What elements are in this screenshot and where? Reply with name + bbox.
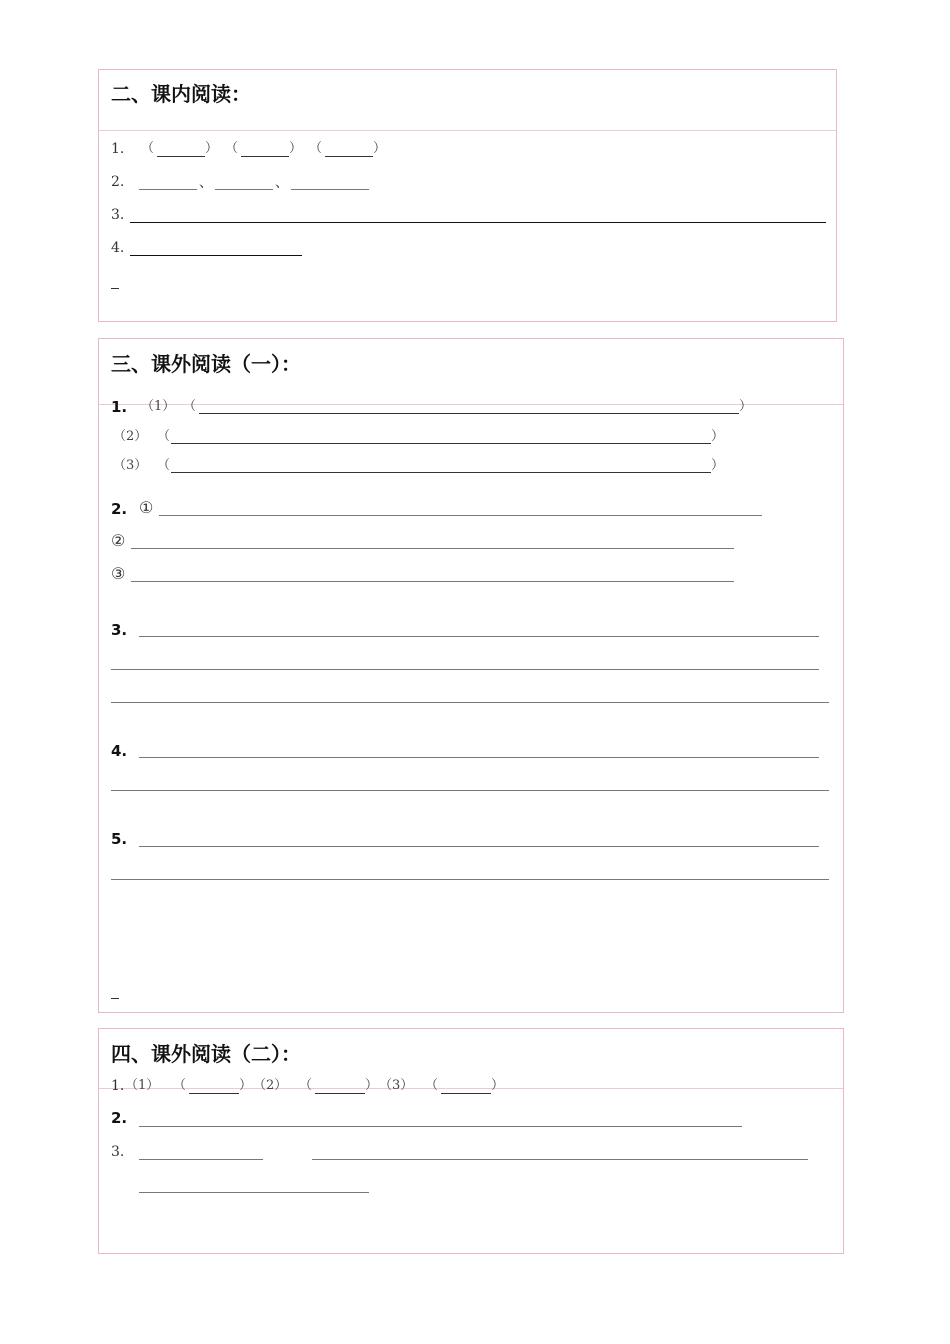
- paren-close: ）: [373, 141, 387, 156]
- answer-line-3[interactable]: [130, 222, 826, 223]
- paren-close: ）: [205, 141, 219, 156]
- header-divider: [99, 130, 836, 131]
- paren-open: （: [173, 1078, 187, 1093]
- paren-close: ）: [711, 429, 725, 444]
- answer-line-4-1[interactable]: [139, 757, 819, 758]
- question-number-3: 3.: [111, 621, 128, 639]
- answer-line-4[interactable]: [130, 255, 302, 256]
- answer-line-5-2[interactable]: [111, 879, 829, 880]
- answer-line-2[interactable]: [139, 1126, 742, 1127]
- paren-close: ）: [711, 458, 725, 473]
- question-number-4: 4.: [111, 742, 128, 760]
- question-number-3: 3.: [111, 207, 125, 223]
- header-divider: [99, 404, 843, 405]
- paren-open: （: [225, 141, 239, 156]
- paren-open: （: [157, 429, 171, 444]
- sub-label-1: （1）: [125, 1078, 160, 1093]
- answer-line-3b[interactable]: [312, 1159, 808, 1160]
- section-title: 四、课外阅读（二）：: [111, 1042, 301, 1066]
- separator: 、: [275, 175, 289, 191]
- answer-blank-1c[interactable]: [441, 1093, 491, 1094]
- circled-number-2: ②: [111, 531, 126, 550]
- sub-label-2: （2）: [253, 1078, 288, 1093]
- section-extra-reading-1: [98, 338, 844, 1013]
- section-in-class-reading: [98, 69, 837, 322]
- question-number-2: 2.: [111, 500, 128, 518]
- section-title: 二、课内阅读：: [111, 82, 251, 106]
- answer-line-5-1[interactable]: [139, 846, 819, 847]
- sub-label-3: （3）: [379, 1078, 414, 1093]
- paren-close: ）: [739, 399, 753, 414]
- paren-open: （: [299, 1078, 313, 1093]
- question-number-1: 1.: [111, 398, 128, 416]
- question-number-5: 5.: [111, 830, 128, 848]
- answer-line-3-3[interactable]: [111, 702, 829, 703]
- paren-close: ）: [491, 1078, 505, 1093]
- answer-blank-2a[interactable]: [139, 189, 197, 190]
- answer-blank-1b[interactable]: [241, 156, 289, 157]
- answer-blank-1b[interactable]: [315, 1093, 365, 1094]
- paren-close: ）: [289, 141, 303, 156]
- circled-number-3: ③: [111, 564, 126, 583]
- end-mark: [111, 998, 119, 999]
- answer-line-3-2[interactable]: [111, 669, 819, 670]
- paren-open: （: [157, 458, 171, 473]
- paren-open: （: [309, 141, 323, 156]
- question-number-3: 3.: [111, 1144, 125, 1160]
- paren-close: ）: [365, 1078, 379, 1093]
- question-number-2: 2.: [111, 174, 125, 190]
- sub-label-1: （1）: [141, 399, 176, 414]
- question-number-2: 2.: [111, 1109, 128, 1127]
- answer-blank-2c[interactable]: [291, 189, 369, 190]
- answer-line-1-3[interactable]: [171, 472, 711, 473]
- answer-line-1-1[interactable]: [199, 413, 739, 414]
- answer-blank-1a[interactable]: [157, 156, 205, 157]
- separator: 、: [199, 175, 213, 191]
- answer-line-3-1[interactable]: [139, 636, 819, 637]
- question-number-1: 1.: [111, 141, 125, 157]
- section-extra-reading-2: [98, 1028, 844, 1254]
- sub-label-3: （3）: [113, 458, 148, 473]
- answer-blank-2b[interactable]: [215, 189, 273, 190]
- paren-open: （: [183, 399, 197, 414]
- answer-line-3c[interactable]: [139, 1192, 369, 1193]
- answer-line-2-1[interactable]: [159, 515, 762, 516]
- section-title: 三、课外阅读（一）：: [111, 352, 301, 376]
- end-mark: [111, 288, 119, 289]
- circled-number-1: ①: [139, 498, 154, 517]
- paren-open: （: [141, 141, 155, 156]
- header-divider: [99, 1088, 843, 1089]
- answer-line-2-2[interactable]: [131, 548, 734, 549]
- sub-label-2: （2）: [113, 429, 148, 444]
- answer-line-2-3[interactable]: [131, 581, 734, 582]
- answer-blank-1c[interactable]: [325, 156, 373, 157]
- question-number-1: 1.: [111, 1078, 125, 1094]
- answer-line-3a[interactable]: [139, 1159, 263, 1160]
- answer-blank-1a[interactable]: [189, 1093, 239, 1094]
- paren-open: （: [425, 1078, 439, 1093]
- answer-line-4-2[interactable]: [111, 790, 829, 791]
- paren-close: ）: [239, 1078, 253, 1093]
- answer-line-1-2[interactable]: [171, 443, 711, 444]
- question-number-4: 4.: [111, 240, 125, 256]
